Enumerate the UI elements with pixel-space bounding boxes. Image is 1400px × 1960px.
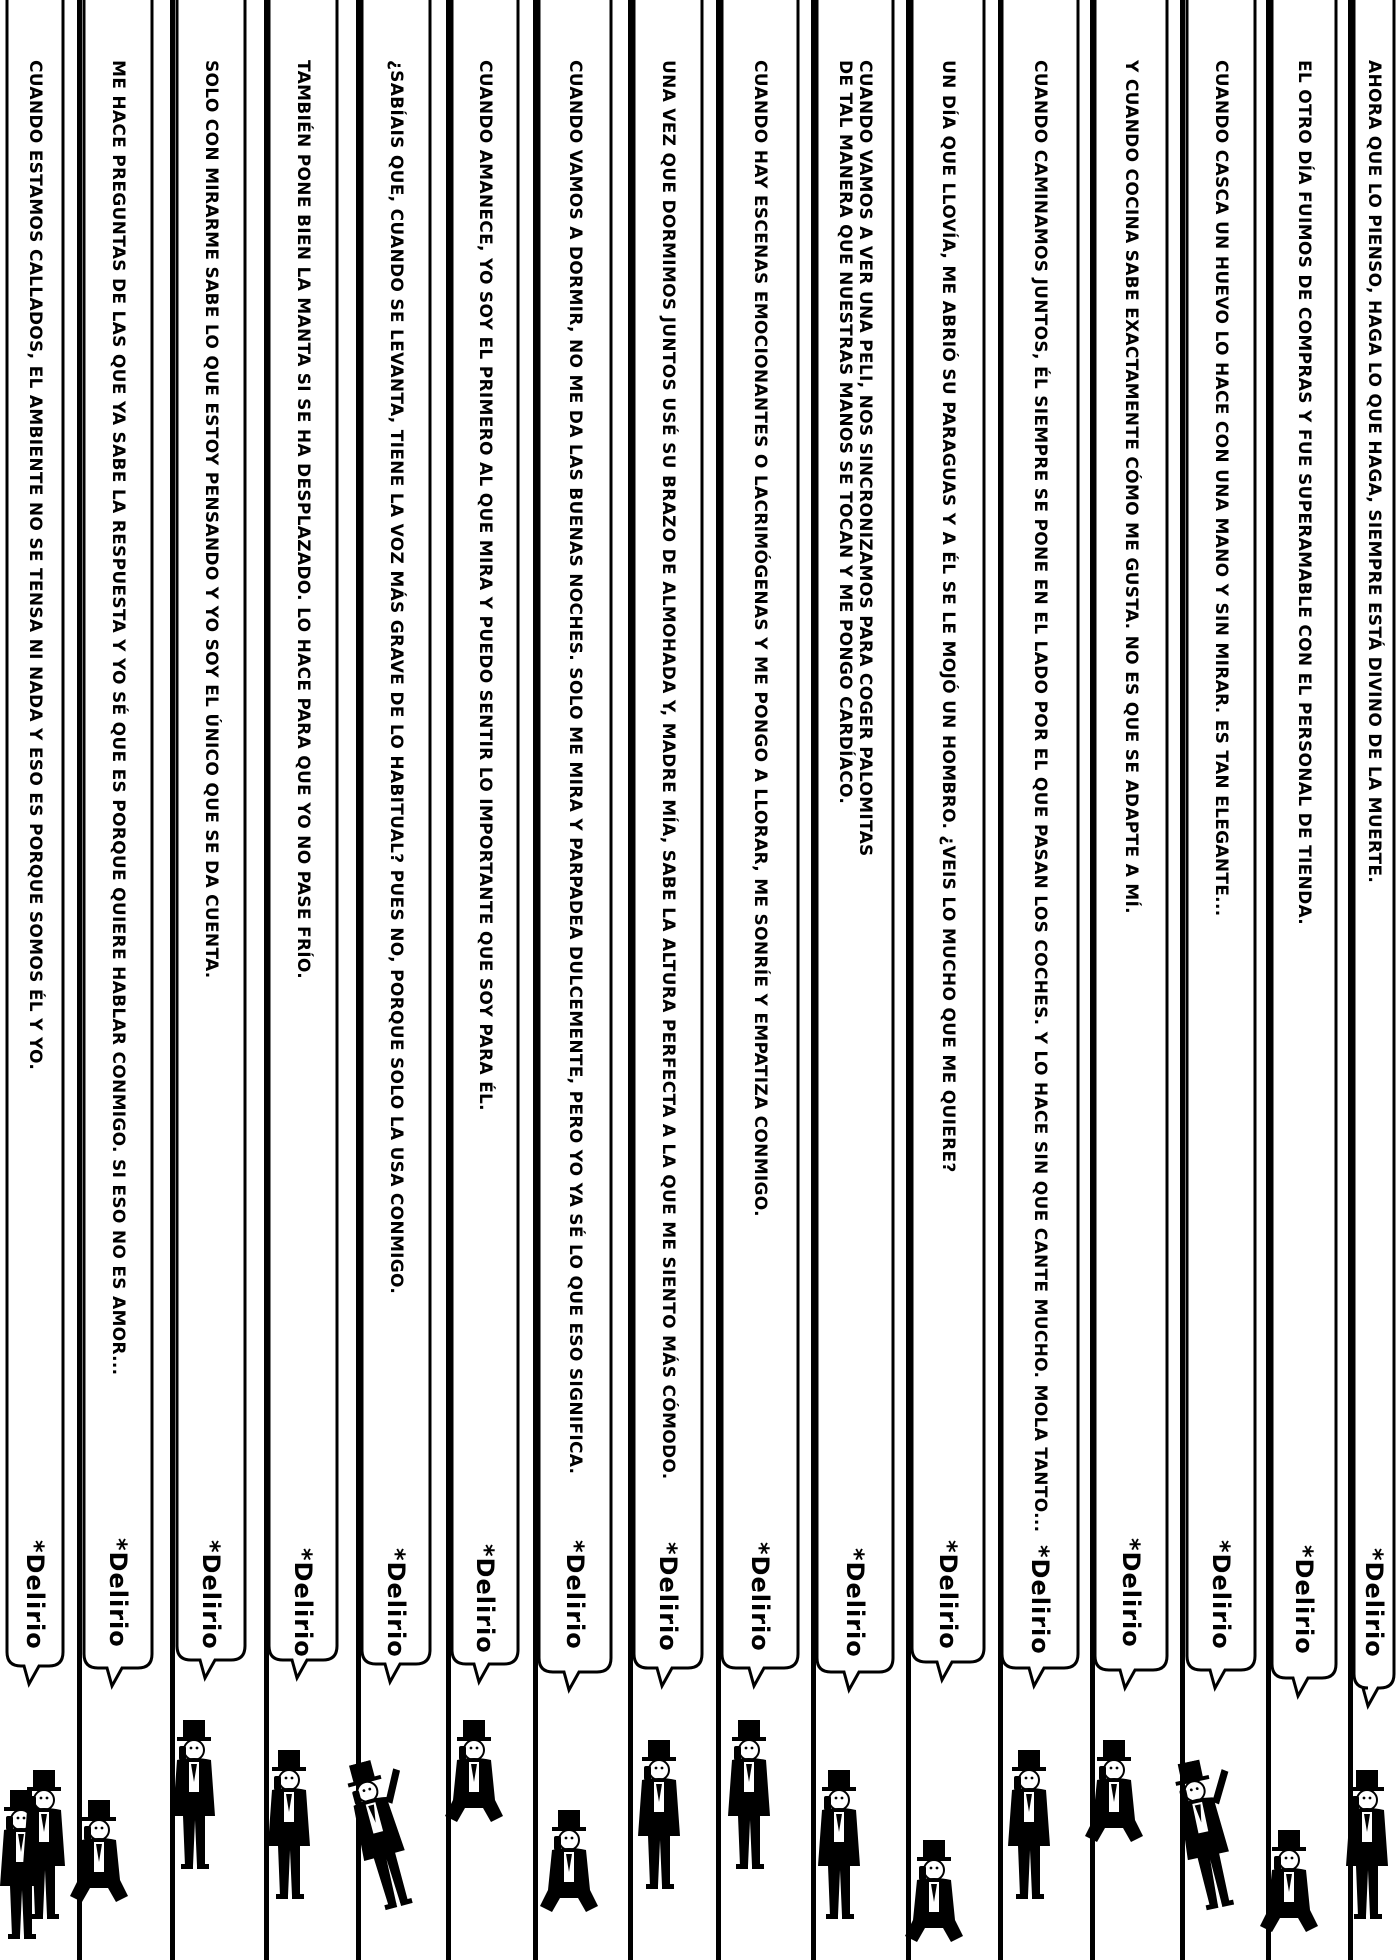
strip-column bbox=[1185, 0, 1257, 1960]
delirio-tag: *Delirio bbox=[1207, 1540, 1235, 1650]
man-in-top-hat-figure bbox=[435, 1720, 515, 1870]
speech-text: CUANDO VAMOS A VER UNA PELI, NOS SINCRONIZAMOS PARA COGER PALOMITAS DE TAL MANERA QUE NUESTRAS MANOS SE TOCAN Y ME PONGO CARDÍACO. bbox=[835, 60, 875, 857]
man-in-top-hat-figure bbox=[1075, 1740, 1155, 1890]
man-in-top-hat-figure bbox=[800, 1770, 880, 1920]
delirio-tag: *Delirio bbox=[21, 1540, 49, 1650]
delirio-tag: *Delirio bbox=[561, 1540, 589, 1650]
speech-text: SOLO CON MIRARME SABE LO QUE ESTOY PENSANDO Y YO SOY EL ÚNICO QUE SE DA CUENTA. bbox=[201, 60, 221, 979]
delirio-tag: *Delirio bbox=[746, 1542, 774, 1652]
delirio-tag: *Delirio bbox=[1290, 1545, 1318, 1655]
man-in-top-hat-figure bbox=[155, 1720, 235, 1870]
speech-text: CUANDO CASCA UN HUEVO LO HACE CON UNA MANO Y SIN MIRAR. ES TAN ELEGANTE... bbox=[1211, 60, 1231, 917]
speech-text: ME HACE PREGUNTAS DE LAS QUE YA SABE LA RESPUESTA Y YO SÉ QUE ES PORQUE QUIERE HABLAR CONMIGO. SI ESO NO ES AMOR... bbox=[108, 60, 128, 1376]
strip-column bbox=[720, 0, 800, 1960]
strip-column bbox=[1270, 0, 1338, 1960]
speech-text: Y CUANDO COCINA SABE EXACTAMENTE CÓMO ME GUSTA. NO ES QUE SE ADAPTE A MÍ. bbox=[1121, 60, 1141, 914]
strip-column bbox=[175, 0, 247, 1960]
delirio-tag: *Delirio bbox=[197, 1540, 225, 1650]
speech-text: UN DÍA QUE LLOVÍA, ME ABRIÓ SU PARAGUAS Y A ÉL SE LE MOJÓ UN HOMBRO. ¿VEIS LO MUCHO QUE ME QUIERE? bbox=[938, 60, 958, 1173]
speech-text: CUANDO HAY ESCENAS EMOCIONANTES O LACRIMÓGENAS Y ME PONGO A LLORAR, ME SONRÍE Y EMPATIZA CONMIGO. bbox=[750, 60, 770, 1217]
strip-column bbox=[910, 0, 986, 1960]
speech-text: CUANDO AMANECE, YO SOY EL PRIMERO AL QUE MIRA Y PUEDO SENTIR LO IMPORTANTE QUE SOY PARA ÉL. bbox=[475, 60, 495, 1111]
delirio-tag: *Delirio bbox=[934, 1540, 962, 1650]
strip-column bbox=[360, 0, 432, 1960]
delirio-tag: *Delirio bbox=[841, 1548, 869, 1658]
man-in-top-hat-figure bbox=[5, 1770, 85, 1920]
man-in-top-hat-figure bbox=[895, 1840, 975, 1960]
speech-text: UNA VEZ QUE DORMIMOS JUNTOS USÉ SU BRAZO DE ALMOHADA Y, MADRE MÍA, SABE LA ALTURA PERFECTA A LA QUE ME SIENTO MÁS CÓMODO. bbox=[658, 60, 678, 1480]
man-in-top-hat-figure bbox=[710, 1720, 790, 1870]
delirio-tag: *Delirio bbox=[1117, 1538, 1145, 1648]
delirio-tag: *Delirio bbox=[1360, 1548, 1388, 1658]
delirio-tag: *Delirio bbox=[289, 1548, 317, 1658]
man-in-top-hat-figure bbox=[1328, 1770, 1400, 1920]
strip-column bbox=[267, 0, 339, 1960]
strip-column bbox=[1000, 0, 1080, 1960]
speech-text: AHORA QUE LO PIENSO, HAGA LO QUE HAGA, SIEMPRE ESTÁ DIVINO DE LA MUERTE. bbox=[1364, 60, 1384, 884]
strip-column bbox=[1352, 0, 1396, 1960]
strip-column bbox=[632, 0, 704, 1960]
strip-column bbox=[537, 0, 613, 1960]
man-in-top-hat-figure bbox=[620, 1740, 700, 1890]
speech-text: CUANDO ESTAMOS CALLADOS, EL AMBIENTE NO SE TENSA NI NADA Y ESO ES PORQUE SOMOS ÉL Y YO. bbox=[25, 60, 45, 1071]
delirio-tag: *Delirio bbox=[382, 1548, 410, 1658]
strip-column bbox=[5, 0, 65, 1960]
speech-text: CUANDO VAMOS A DORMIR, NO ME DA LAS BUENAS NOCHES. SOLO ME MIRA Y PARPADEA DULCEMENTE, PERO YO YA SÉ LO QUE ESO SIGNIFICA. bbox=[565, 60, 585, 1475]
strip-column bbox=[450, 0, 520, 1960]
speech-text: EL OTRO DÍA FUIMOS DE COMPRAS Y FUE SUPERAMABLE CON EL PERSONAL DE TIENDA. bbox=[1294, 60, 1314, 926]
speech-text: TAMBIÉN PONE BIEN LA MANTA SI SE HA DESPLAZADO. LO HACE PARA QUE YO NO PASE FRÍO. bbox=[293, 60, 313, 980]
delirio-tag: *Delirio bbox=[1026, 1545, 1054, 1655]
man-in-top-hat-figure bbox=[1250, 1830, 1330, 1960]
man-in-top-hat-figure bbox=[530, 1810, 610, 1960]
strip-column bbox=[815, 0, 895, 1960]
man-in-top-hat-figure bbox=[990, 1750, 1070, 1900]
man-in-top-hat-figure bbox=[250, 1750, 330, 1900]
speech-text: ¿SABÍAIS QUE, CUANDO SE LEVANTA, TIENE LA VOZ MÁS GRAVE DE LO HABITUAL? PUES NO, PORQUE SOLO LA USA CONMIGO. bbox=[386, 60, 406, 1295]
strip-column bbox=[82, 0, 154, 1960]
strip-column bbox=[1093, 0, 1169, 1960]
delirio-tag: *Delirio bbox=[104, 1538, 132, 1648]
delirio-tag: *Delirio bbox=[471, 1544, 499, 1654]
speech-text: CUANDO CAMINAMOS JUNTOS, ÉL SIEMPRE SE PONE EN EL LADO POR EL QUE PASAN LOS COCHES. Y LO HACE SIN QUE CANTE MUCHO. MOLA TANTO... bbox=[1030, 60, 1050, 1533]
delirio-tag: *Delirio bbox=[654, 1542, 682, 1652]
